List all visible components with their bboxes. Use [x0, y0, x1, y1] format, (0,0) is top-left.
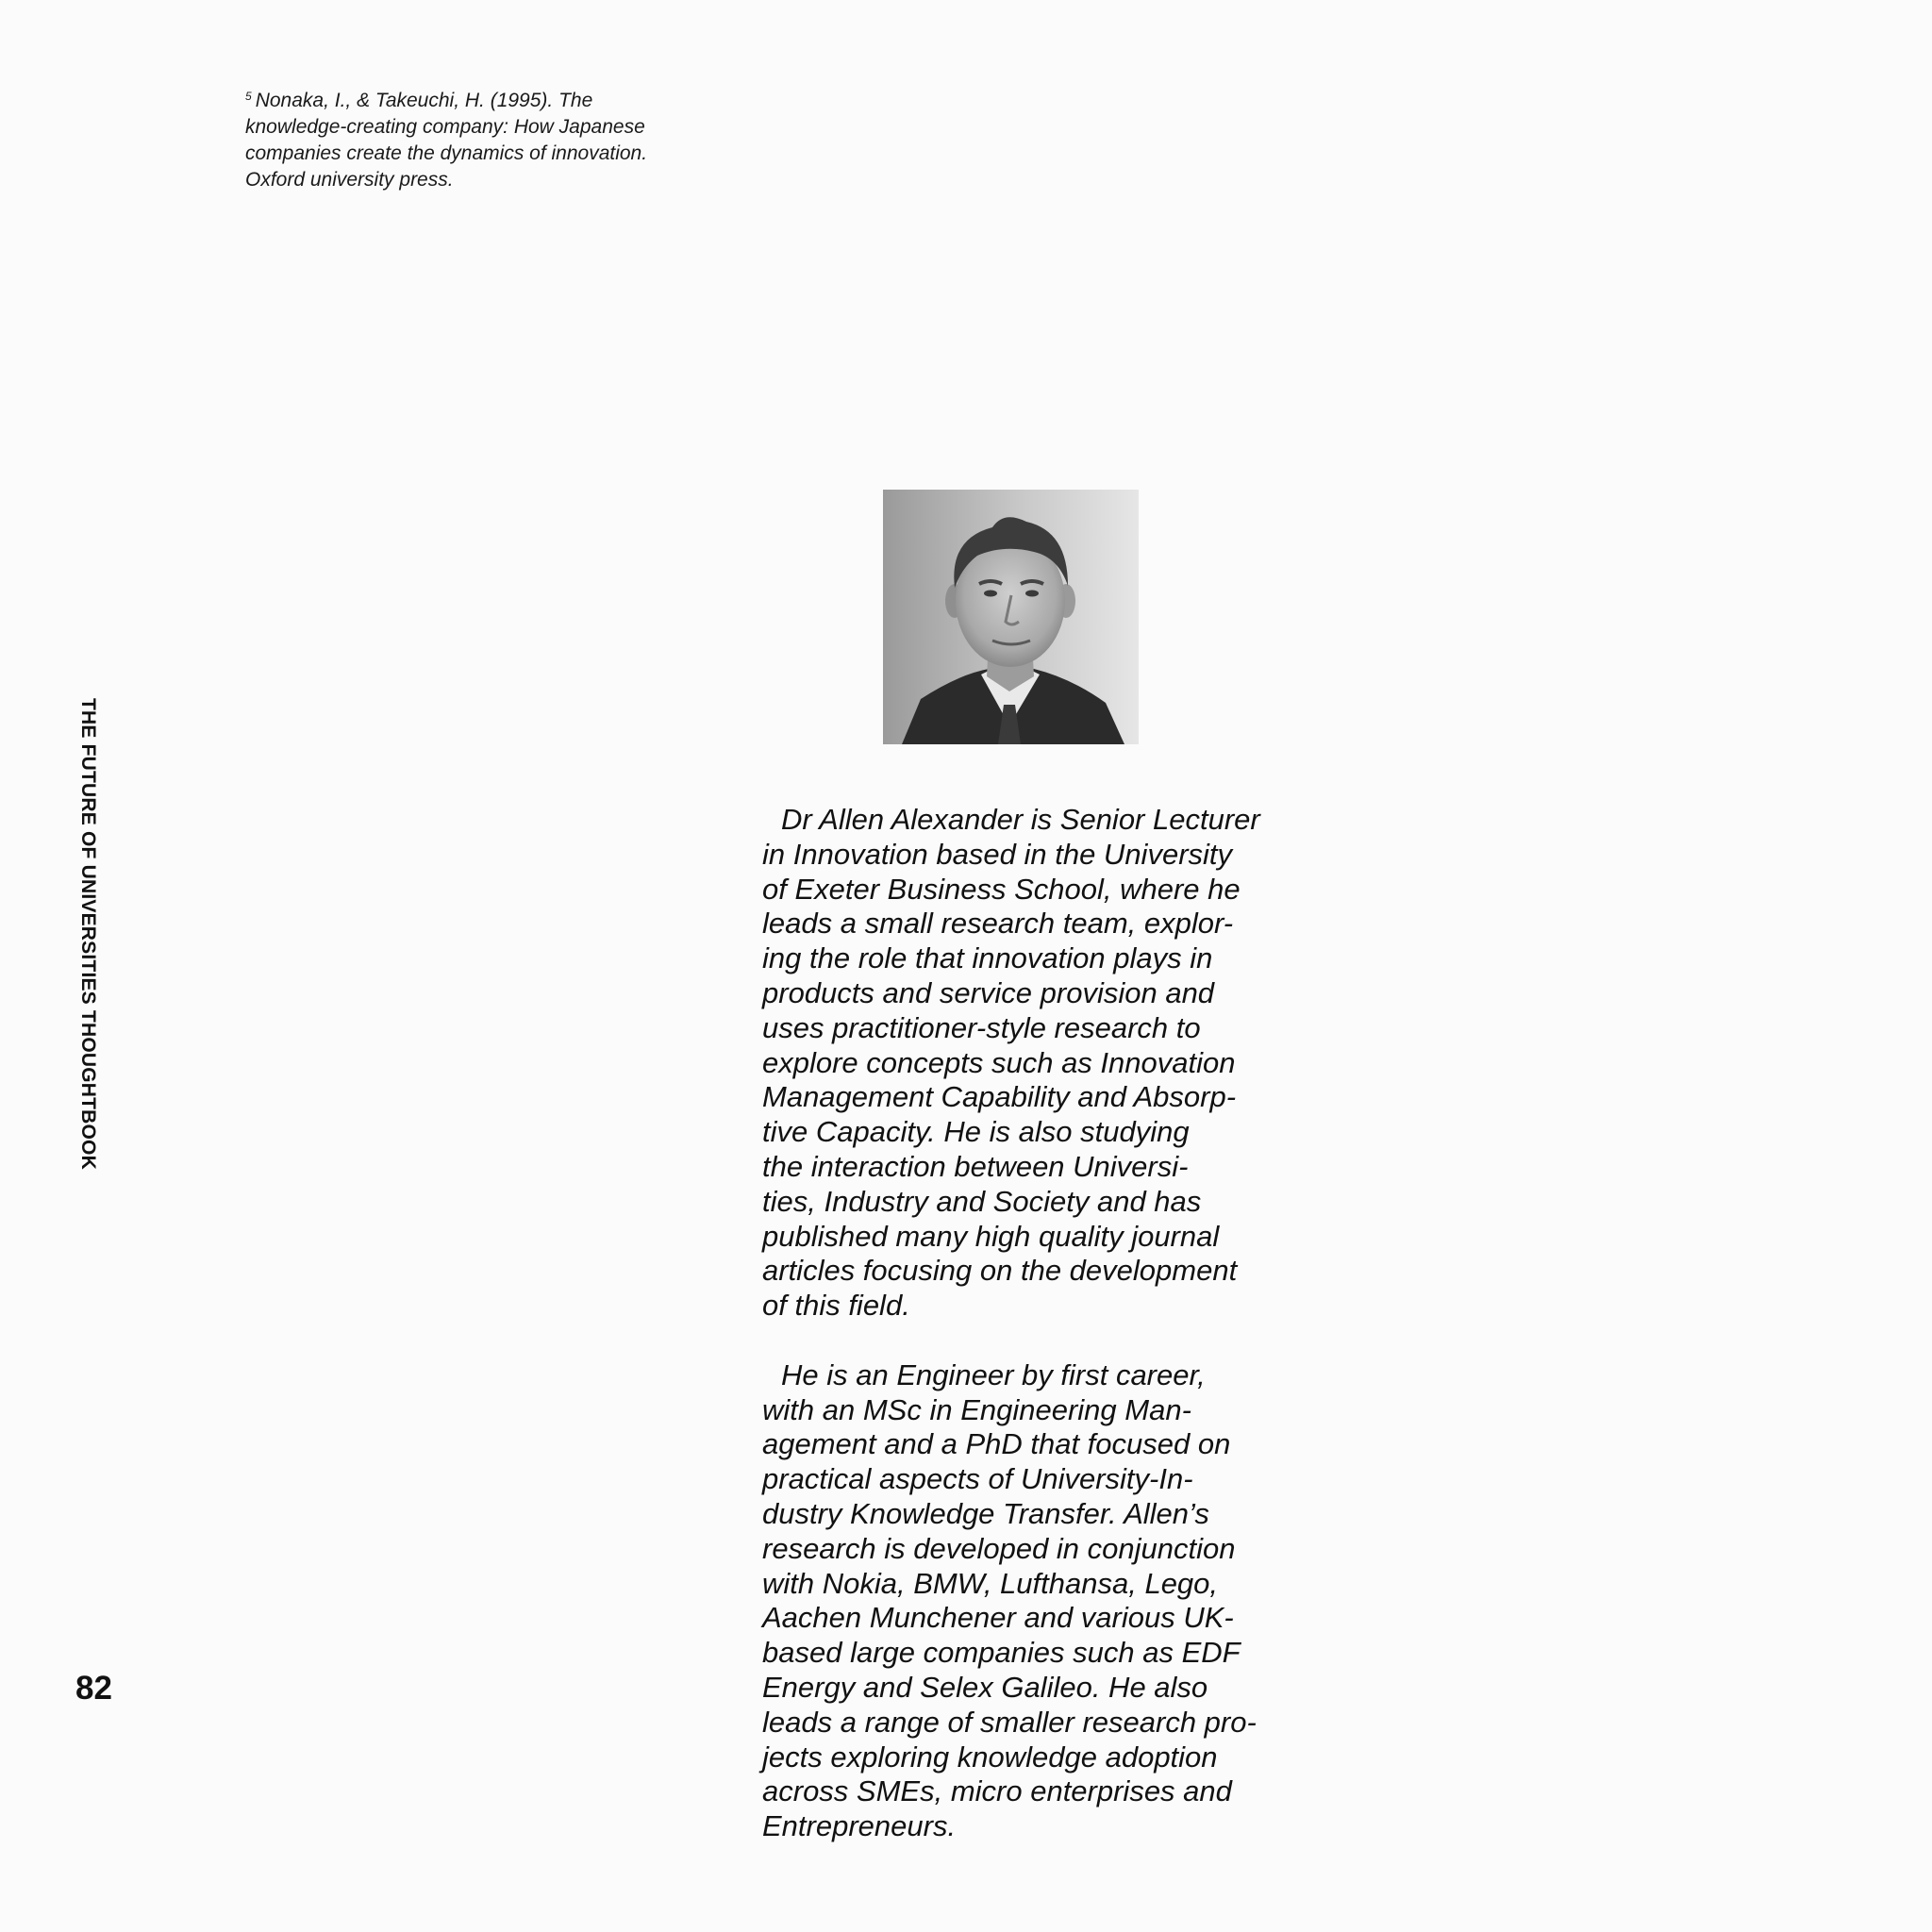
bio-line: research is developed in conjunction — [762, 1531, 1236, 1565]
author-biography — [762, 803, 1291, 1844]
bio-line: leads a range of smaller research pro- — [762, 1705, 1257, 1739]
footnote-marker: 5 — [245, 90, 252, 103]
bio-paragraph-1 — [762, 803, 1291, 1324]
bio-line: leads a small research team, explor- — [762, 907, 1234, 941]
bio-line: jects exploring knowledge adoption — [762, 1740, 1218, 1774]
bio-line: articles focusing on the development — [762, 1254, 1238, 1288]
bio-line: based large companies such as EDF — [762, 1636, 1241, 1670]
book-title-vertical: THE FUTURE OF UNIVERSITIES THOUGHTBOOK — [77, 698, 99, 1170]
bio-line: practical aspects of University-In- — [762, 1462, 1193, 1496]
bio-line: dustry Knowledge Transfer. Allen’s — [762, 1496, 1209, 1530]
bio-line: published many high quality journal — [762, 1219, 1220, 1253]
bio-line: the interaction between Universi- — [762, 1149, 1189, 1183]
bio-line: explore concepts such as Innovation — [762, 1045, 1236, 1079]
bio-line: tive Capacity. He is also studying — [762, 1115, 1190, 1149]
bio-line: Management Capability and Absorp- — [762, 1080, 1237, 1114]
bio-line: with an MSc in Engineering Man- — [762, 1392, 1191, 1426]
footnote-line-4: Oxford university press. — [245, 169, 454, 191]
page-number: 82 — [75, 1670, 112, 1707]
bio-paragraph-2 — [762, 1358, 1291, 1844]
bio-line: across SMEs, micro enterprises and — [762, 1774, 1232, 1808]
bio-line: He is an Engineer by first career, — [781, 1357, 1206, 1391]
bio-line: Energy and Selex Galileo. He also — [762, 1670, 1208, 1704]
bio-line: Aachen Munchener and various UK- — [762, 1601, 1234, 1635]
bio-line: ing the role that innovation plays in — [762, 941, 1213, 975]
bio-line: Dr Allen Alexander is Senior Lecturer — [781, 803, 1260, 836]
bio-line: agement and a PhD that focused on — [762, 1427, 1231, 1461]
footnote-line-1: $^5$ Nonaka, I., & Takeuchi, H. (1995). The — [245, 90, 593, 111]
author-portrait-photo — [883, 490, 1139, 744]
bio-line: of this field. — [762, 1289, 910, 1323]
bio-line: Entrepreneurs. — [762, 1809, 957, 1843]
bio-line: of Exeter Business School, where he — [762, 872, 1241, 906]
footnote-line-2: knowledge-creating company: How Japanese — [245, 116, 645, 138]
bio-line: in Innovation based in the University — [762, 837, 1233, 871]
footnote-line-3: companies create the dynamics of innovation. — [245, 142, 648, 164]
bio-line: uses practitioner-style research to — [762, 1010, 1201, 1044]
bio-line: products and service provision and — [762, 975, 1215, 1009]
bio-line: ties, Industry and Society and has — [762, 1184, 1202, 1218]
bio-line: with Nokia, BMW, Lufthansa, Lego, — [762, 1566, 1219, 1600]
footnote — [245, 83, 736, 193]
